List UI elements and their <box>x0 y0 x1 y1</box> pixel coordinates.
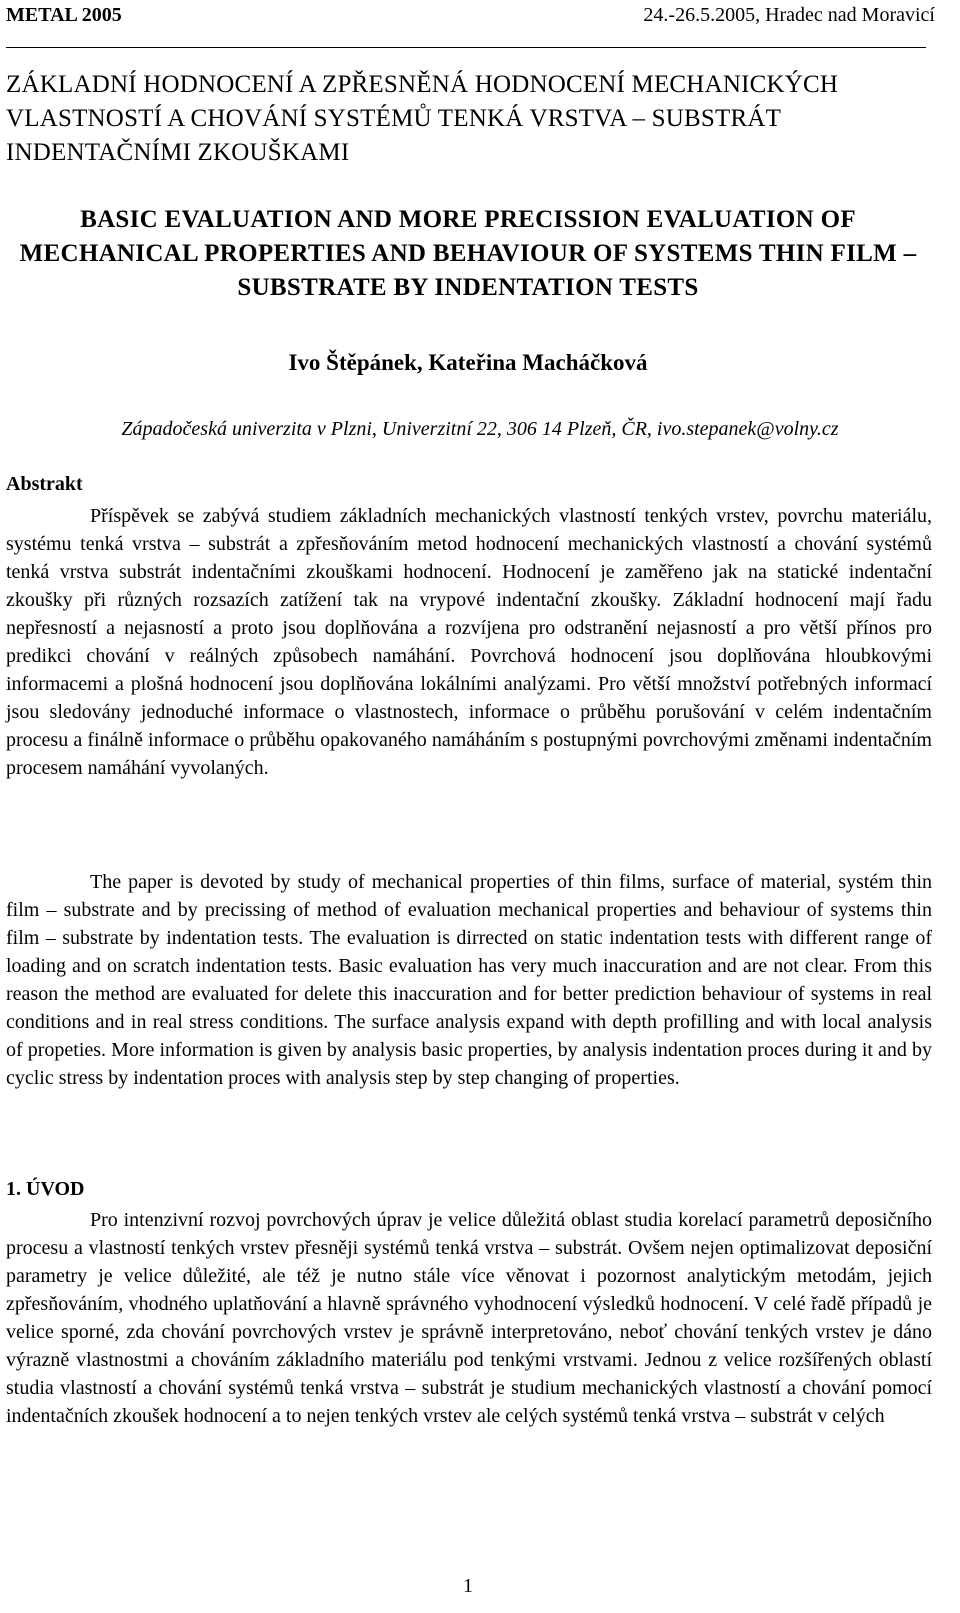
title-czech: ZÁKLADNÍ HODNOCENÍ A ZPŘESNĚNÁ HODNOCENÍ MECHANICKÝCH VLASTNOSTÍ A CHOVÁNÍ SYSTÉMŮ TENKÁ VRSTVA – SUBSTRÁT INDENTAČNÍMI ZKOUŠKAMI <box>6 71 839 166</box>
abstract-heading: Abstrakt <box>6 473 83 495</box>
title-english: BASIC EVALUATION AND MORE PRECISSION EVALUATION OF MECHANICAL PROPERTIES AND BEHAVIOUR OF SYSTEMS THIN FILM – SUBSTRATE BY INDENTATION TESTS <box>19 206 917 301</box>
header-rule <box>6 47 926 48</box>
section-paragraph: Pro intenzivní rozvoj povrchových úprav je velice důležitá oblast studia korelací parametrů deposičního procesu a vlastností tenkých vrstev přesněji systémů tenká vrstva – substrát. Ovšem nejen optimalizovat deposiční parametry je velice důležité, ale též je nutno stále více věnovat i pozornost analytickým metodám, jejich zpřesňováním, vhodného uplatňování a hlavně správného vyhodnocení výsledků hodnocení. V celé řadě případů je velice sporné, zda chování povrchových vrstev je správně interpretováno, neboť chování tenkých vrstev je dáno výrazně vlastnostmi a chováním základního materiálu pod tenkými vrstvami. Jednou z velice rozšířených oblastí studia vlastností a chování systémů tenká vrstva – substrát je studium mechanických vlastností a chování pomocí indentačních zkoušek hodnocení a to nejen tenkých vrstev ale celých systémů tenká vrstva – substrát v celých <box>6 1209 932 1427</box>
section-heading: 1. ÚVOD <box>6 1178 85 1200</box>
affiliation: Západočeská univerzita v Plzni, Univerzitní 22, 306 14 Plzeň, ČR, ivo.stepanek@volny.cz <box>121 418 839 440</box>
page-header <box>6 4 935 30</box>
abstract-czech: Příspěvek se zabývá studiem základních mechanických vlastností tenkých vrstev, povrchu materiálu, systému tenká vrstva – substrát a zpřesňováním metod hodnocení mechanických vlastností a chování systémů tenká vrstva substrát indentačními zkouškami hodnocení. Hodnocení je zaměřeno jak na statické indentační zkoušky při různých rozsazích zatížení tak na vrypové indentační zkoušky. Základní hodnocení mají řadu nepřesností a nejasností a proto jsou doplňována a rozvíjena pro odstranění nejasností a pro větší přínos pro predikci chování v reálných způsobech namáhání. Povrchová hodnocení jsou doplňována hloubkovými informacemi a plošná hodnocení jsou doplňována lokálními analýzami. Pro větší množství potřebných informací jsou sledovány jednoduché informace o vlastnostech, informace o průběhu porušování v celém indentačním procesu a finálně informace o průběhu opakovaného namáháním s postupnými povrchovými změnami indentačním procesem namáhání vyvolaných. <box>6 505 932 779</box>
page-number: 1 <box>463 1575 473 1597</box>
authors: Ivo Štěpánek, Kateřina Macháčková <box>288 350 648 375</box>
abstract-english: The paper is devoted by study of mechanical properties of thin films, surface of material, systém thin film – substrate and by precissing of method of evaluation mechanical properties and behaviour of systems thin film – substrate by indentation tests. The evaluation is dirrected on static indentation tests with different range of loading and on scratch indentation tests. Basic evaluation has very much inaccuration and are not clear. From this reason the method are evaluated for delete this inaccuration and for better prediction behaviour of systems in real conditions and in real stress conditions. The surface analysis expand with depth profilling and with local analysis of propeties. More information is given by analysis basic properties, by analysis indentation proces during it and by cyclic stress by indentation proces with analysis step by step changing of properties. <box>6 871 932 1089</box>
conference-date-place: 24.-26.5.2005, Hradec nad Moravicí <box>643 4 935 26</box>
conference-name: METAL 2005 <box>6 4 122 26</box>
